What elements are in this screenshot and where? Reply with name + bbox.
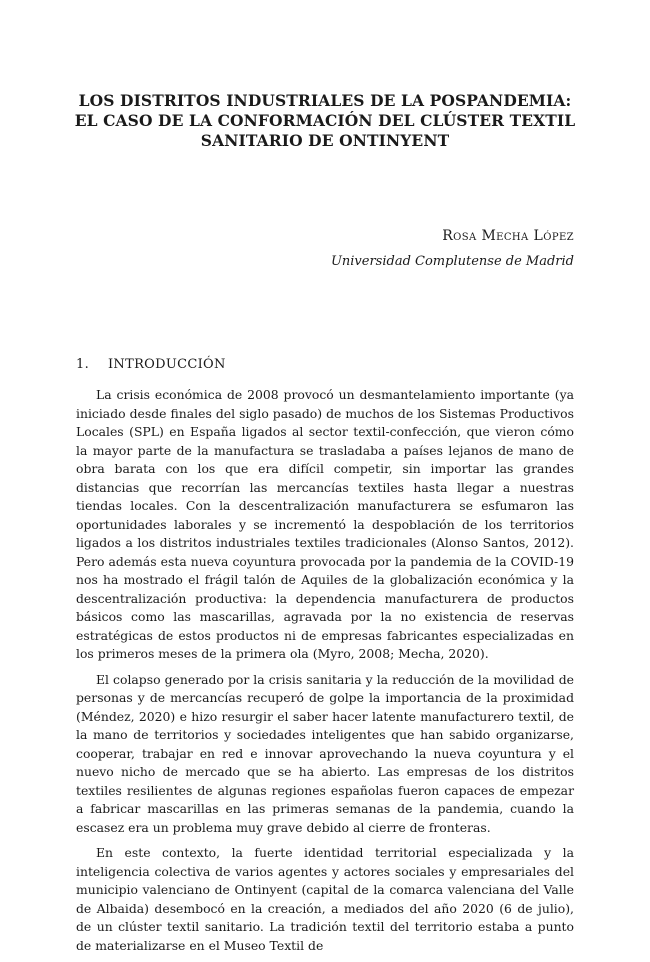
- paper-title: [60, 91, 590, 151]
- paragraph-2: El colapso generado por la crisis sanitaria y la reducción de la movilidad de personas y de mercancías recuperó de golpe la importancia de la proximidad (Méndez, 2020) e hizo resurgir el saber hacer latente manufacturero textil, de la mano de territorios y sociedades inteligentes que han sabido organizarse, cooperar, trabajar en red e innovar aprovechando la nueva coyuntura y el nuevo nicho de mercado que se ha abierto. Las empresas de los distritos textiles resilientes de algunas regiones españolas fueron capaces de empezar a fabricar mascarillas en las primeras semanas de la pandemia, cuando la escasez era un problema muy grave debido al cierre de fronteras.: [76, 671, 574, 835]
- paragraph-1: La crisis económica de 2008 provocó un desmantelamiento importante (ya iniciado desde finales del siglo pasado) de muchos de los Sistemas Productivos Locales (SPL) en España ligados al sector textil-confección, que vieron cómo la mayor parte de la manufactura se trasladaba a países lejanos de mano de obra barata con los que era difícil competir, sin importar las grandes distancias que recorrían las mercancías textiles hasta llegar a nuestras tiendas locales. Con la descentralización manufacturera se esfumaron las oportunidades laborales y se incrementó la despoblación de los territorios ligados a los distritos industriales textiles tradicionales (Alonso Santos, 2012). Pero además esta nueva coyuntura provocada por la pandemia de la COVID-19 nos ha mostrado el frágil talón de Aquiles de la globalización económica y la descentralización productiva: la dependencia manufacturera de productos básicos como las mascarillas, agravada por la no existencia de reservas estratégicas de estos productos ni de empresas fabricantes especializadas en los primeros meses de la primera ola (Myro, 2008; Mecha, 2020).: [76, 387, 574, 661]
- section-number: 1.: [76, 357, 90, 372]
- title-line-1: LOS DISTRITOS INDUSTRIALES DE LA POSPANDEMIA:: [78, 91, 572, 110]
- title-line-2: EL CASO DE LA CONFORMACIÓN DEL CLÚSTER TEXTIL: [74, 111, 576, 130]
- section-title: INTRODUCCIÓN: [108, 357, 226, 372]
- section-heading: [76, 357, 226, 372]
- author-name: Rosa Mecha López: [442, 228, 574, 244]
- title-line-3: SANITARIO DE ONTINYENT: [200, 131, 450, 150]
- author-affiliation: Universidad Complutense de Madrid: [330, 254, 574, 269]
- body-text: [76, 386, 574, 962]
- paragraph-3: En este contexto, la fuerte identidad territorial especializada y la inteligencia colectiva de varios agentes y actores sociales y empresariales del municipio valenciano de Ontinyent (capital de la comarca valenciana del Valle de Albaida) desembocó en la creación, a mediados del año 2020 (6 de julio), de un clúster textil sanitario. La tradición textil del territorio estaba a punto de materializarse en el Museo Textil de: [76, 845, 574, 953]
